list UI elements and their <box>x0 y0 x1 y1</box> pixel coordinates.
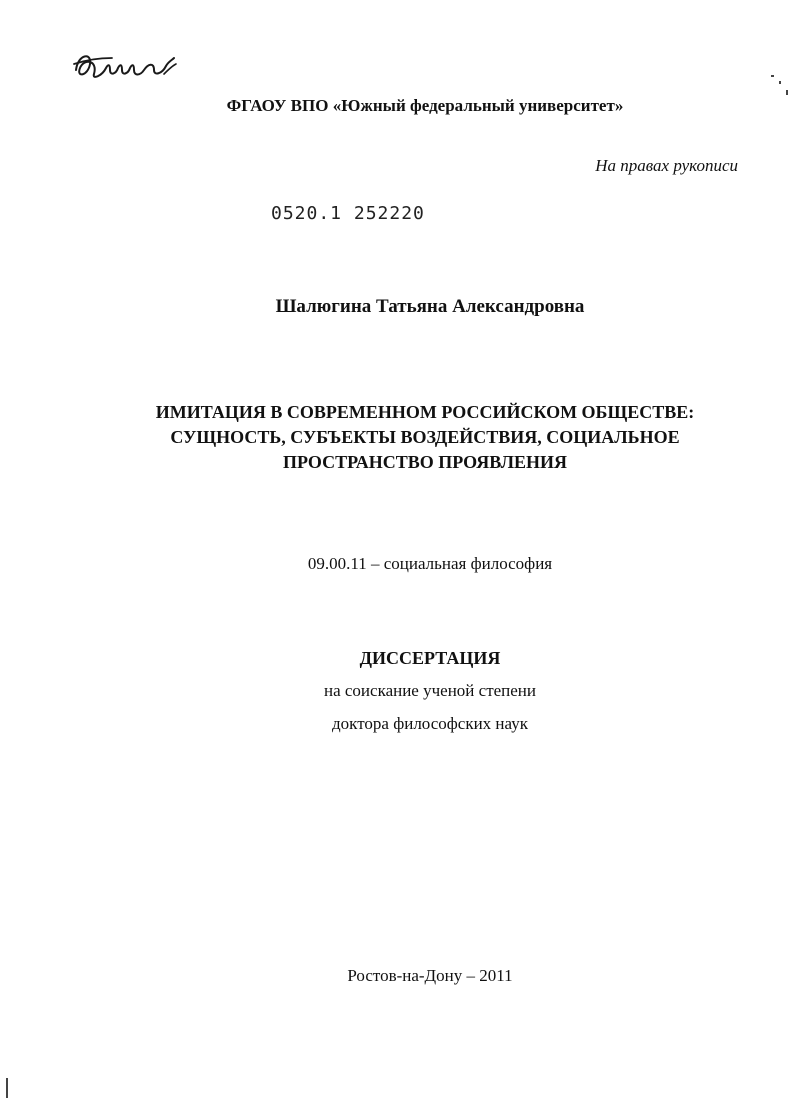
scan-mark <box>771 75 774 77</box>
title-line: СУЩНОСТЬ, СУБЪЕКТЫ ВОЗДЕЙСТВИЯ, СОЦИАЛЬНОЕ <box>170 427 680 447</box>
scan-mark <box>6 1078 8 1098</box>
degree-line: доктора философских наук <box>332 714 528 733</box>
specialty-code: 09.00.11 – социальная философия <box>307 554 553 573</box>
scan-mark <box>786 90 788 95</box>
degree-line: на соискание ученой степени <box>323 681 537 700</box>
document-type: ДИССЕРТАЦИЯ <box>359 648 501 668</box>
title-line: ИМИТАЦИЯ В СОВРЕМЕННОМ РОССИЙСКОМ ОБЩЕСТВЕ: <box>155 402 695 422</box>
author-name: Шалюгина Татьяна Александровна <box>275 296 585 317</box>
rights-note: На правах рукописи <box>595 156 738 175</box>
title-line: ПРОСТРАНСТВО ПРОЯВЛЕНИЯ <box>282 452 568 472</box>
institution-name: ФГАОУ ВПО «Южный федеральный университет» <box>226 96 624 115</box>
registration-code: 0520.1 252220 <box>271 203 425 224</box>
scan-mark <box>779 81 781 84</box>
place-and-year: Ростов-на-Дону – 2011 <box>347 966 513 985</box>
handwritten-signature <box>68 46 178 86</box>
dissertation-title <box>100 400 750 475</box>
